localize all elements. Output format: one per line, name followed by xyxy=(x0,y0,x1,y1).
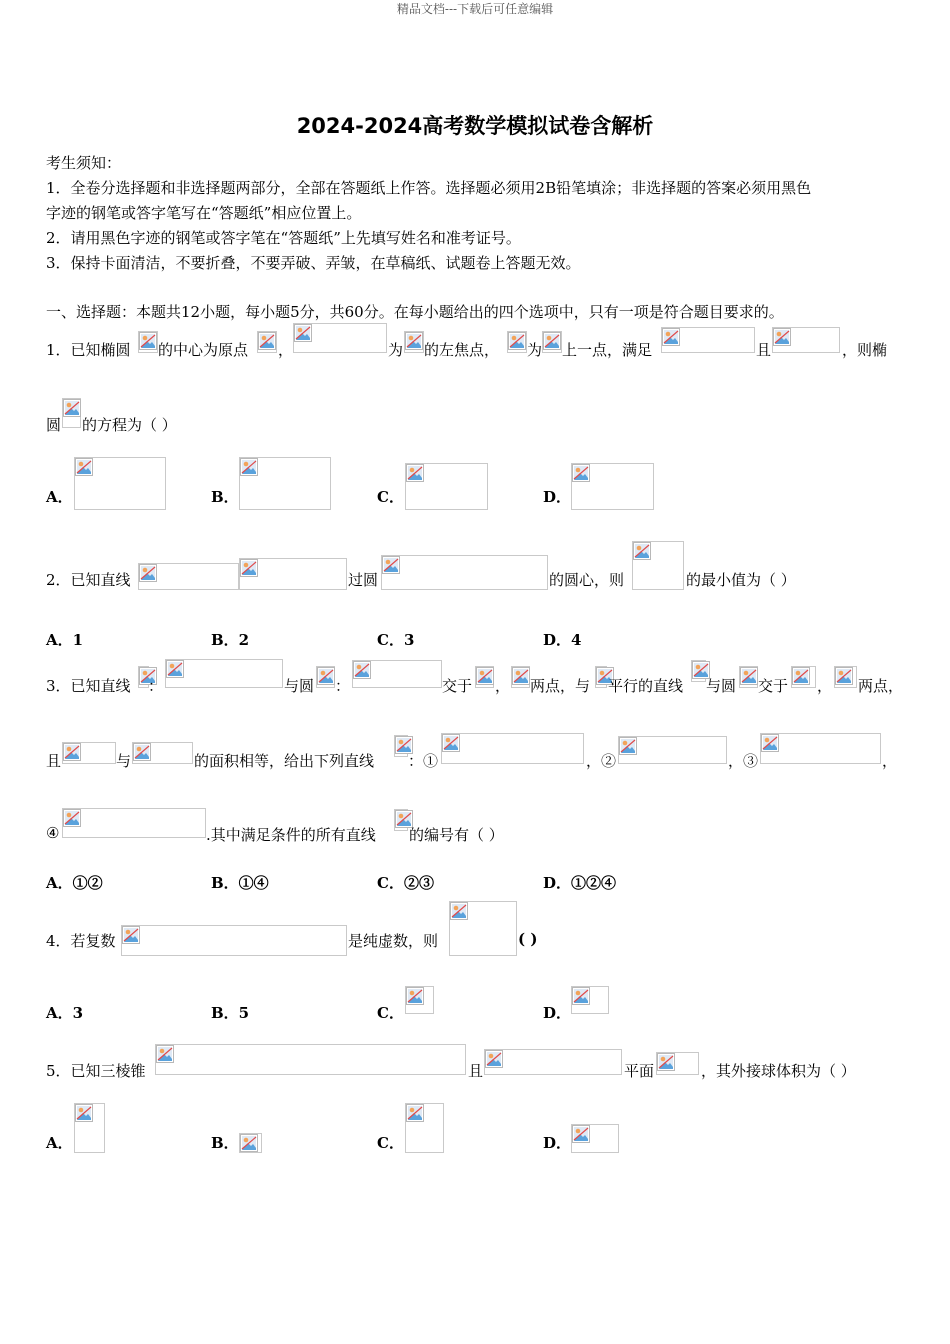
formula-image-icon xyxy=(571,1124,619,1153)
q2-option-a[interactable]: A．1 xyxy=(46,631,84,649)
q3-text: 交于 xyxy=(758,677,789,695)
q1-text: 且 xyxy=(756,341,772,359)
q4-option-d[interactable]: D． xyxy=(543,1004,572,1022)
formula-image-icon xyxy=(632,541,684,590)
formula-image-icon xyxy=(571,986,609,1014)
q1-text: 的中心为原点 xyxy=(158,341,249,359)
notice-heading: 考生须知： xyxy=(46,154,122,172)
formula-image-icon xyxy=(661,327,755,353)
formula-image-icon xyxy=(834,666,857,688)
formula-image-icon xyxy=(381,555,548,590)
formula-image-icon xyxy=(165,659,283,688)
q2-text: 过圆 xyxy=(348,571,379,589)
formula-image-icon xyxy=(239,457,331,510)
formula-image-icon xyxy=(138,563,239,590)
q3-text: 与圆 xyxy=(706,677,737,695)
formula-image-icon xyxy=(571,463,654,510)
q4-option-c[interactable]: C． xyxy=(377,1004,404,1022)
q4-option-b[interactable]: B．5 xyxy=(211,1004,250,1022)
q3-option-a[interactable]: A．①② xyxy=(46,874,103,892)
formula-image-icon xyxy=(155,1044,466,1075)
formula-image-icon xyxy=(132,742,193,764)
formula-image-icon xyxy=(656,1052,699,1075)
q1-text: 为 xyxy=(388,341,404,359)
q1-text: 为 xyxy=(527,341,543,359)
q3-text: ：① xyxy=(408,752,439,770)
formula-image-icon xyxy=(394,735,408,757)
q5-option-c[interactable]: C． xyxy=(377,1134,404,1152)
formula-image-icon xyxy=(449,901,517,956)
formula-image-icon xyxy=(791,666,816,688)
q3-text: ④ xyxy=(46,824,60,842)
q3-text: ： xyxy=(148,677,164,695)
q4-text: 4．若复数 xyxy=(46,932,116,950)
q5-option-d[interactable]: D． xyxy=(543,1134,572,1152)
formula-image-icon xyxy=(760,733,881,764)
formula-image-icon xyxy=(484,1049,622,1075)
q1-option-d[interactable]: D． xyxy=(543,488,572,506)
formula-image-icon xyxy=(595,666,607,688)
q5-option-a[interactable]: A． xyxy=(46,1134,73,1152)
formula-image-icon xyxy=(121,925,347,956)
formula-image-icon xyxy=(772,327,840,353)
formula-image-icon xyxy=(62,742,116,764)
notice-item: 2．请用黑色字迹的钢笔或答字笔在“答题纸”上先填写姓名和准考证号。 xyxy=(46,229,521,247)
q1-text: 的左焦点， xyxy=(424,341,500,359)
formula-image-icon xyxy=(293,323,387,353)
q4-text: 是纯虚数，则 xyxy=(348,932,439,950)
q2-text: 的最小值为（ ） xyxy=(686,571,796,589)
q3-text: 两点， xyxy=(858,677,904,695)
notice-item: 字迹的钢笔或答字笔写在“答题纸”相应位置上。 xyxy=(46,204,362,222)
section-heading: 一、选择题：本题共12小题，每小题5分，共60分。在每小题给出的四个选项中，只有一项是符合题目要求的。 xyxy=(46,303,784,321)
page-title: 2024-2024高考数学模拟试卷含解析 xyxy=(296,114,654,138)
formula-image-icon xyxy=(542,331,562,353)
q3-text: 两点，与 xyxy=(530,677,591,695)
q1-text: ，则椭 xyxy=(842,341,888,359)
q1-option-b[interactable]: B． xyxy=(211,488,239,506)
q5-text: 5．已知三棱锥 xyxy=(46,1062,146,1080)
q2-text: 2．已知直线 xyxy=(46,571,131,589)
formula-image-icon xyxy=(352,660,442,688)
q3-text: 的面积相等，给出下列直线 xyxy=(194,752,375,770)
q5-option-b[interactable]: B． xyxy=(211,1134,239,1152)
q2-option-c[interactable]: C．3 xyxy=(377,631,415,649)
q1-option-c[interactable]: C． xyxy=(377,488,404,506)
q3-text: 与 xyxy=(116,752,132,770)
q1-option-a[interactable]: A． xyxy=(46,488,73,506)
q1-text: 圆 xyxy=(46,416,62,434)
header-note: 精品文档---下载后可任意编辑 xyxy=(396,2,554,16)
formula-image-icon xyxy=(691,660,706,682)
formula-image-icon xyxy=(405,986,434,1014)
formula-image-icon xyxy=(441,733,584,764)
formula-image-icon xyxy=(74,457,166,510)
formula-image-icon xyxy=(316,666,335,688)
q5-text: 平面 xyxy=(624,1062,655,1080)
q1-text: 的方程为（ ） xyxy=(82,416,177,434)
q4-option-a[interactable]: A．3 xyxy=(46,1004,84,1022)
q3-text: ，③ xyxy=(728,752,759,770)
q3-option-b[interactable]: B．①④ xyxy=(211,874,269,892)
q3-text: 且 xyxy=(46,752,62,770)
q3-text: 交于 xyxy=(442,677,473,695)
formula-image-icon xyxy=(405,463,488,510)
q2-option-b[interactable]: B．2 xyxy=(211,631,250,649)
q3-text: ： xyxy=(335,677,351,695)
formula-image-icon xyxy=(404,331,424,353)
formula-image-icon xyxy=(618,736,727,764)
formula-image-icon xyxy=(511,666,530,688)
q3-option-d[interactable]: D．①②④ xyxy=(543,874,617,892)
formula-image-icon xyxy=(239,1133,262,1153)
q1-text: 上一点，满足 xyxy=(562,341,653,359)
formula-image-icon xyxy=(394,809,408,831)
formula-image-icon xyxy=(257,331,277,353)
q5-text: 且 xyxy=(468,1062,484,1080)
q3-option-c[interactable]: C．②③ xyxy=(377,874,434,892)
formula-image-icon xyxy=(62,808,206,838)
q3-text: .其中满足条件的所有直线 xyxy=(206,826,376,844)
q3-text: 的编号有（ ） xyxy=(409,826,504,844)
q3-text: ， xyxy=(882,752,898,770)
formula-image-icon xyxy=(74,1103,105,1153)
formula-image-icon xyxy=(138,331,158,353)
q3-text: ， xyxy=(817,677,833,695)
formula-image-icon xyxy=(507,331,527,353)
formula-image-icon xyxy=(475,666,494,688)
q3-text: 与圆 xyxy=(284,677,315,695)
q1-text: 1．已知椭圆 xyxy=(46,341,131,359)
formula-image-icon xyxy=(239,558,347,590)
q3-text: ，② xyxy=(586,752,617,770)
q3-text: ， xyxy=(495,677,511,695)
formula-image-icon xyxy=(739,666,758,688)
q3-text: 3．已知直线 xyxy=(46,677,131,695)
q2-text: 的圆心，则 xyxy=(549,571,625,589)
q5-text: ，其外接球体积为（ ） xyxy=(701,1062,856,1080)
q3-text: 平行的直线 xyxy=(608,677,684,695)
notice-item: 3．保持卡面清洁，不要折叠，不要弄破、弄皱，在草稿纸、试题卷上答题无效。 xyxy=(46,254,581,272)
q4-text: ( ) xyxy=(518,930,538,948)
formula-image-icon xyxy=(62,398,81,428)
notice-item: 1．全卷分选择题和非选择题两部分，全部在答题纸上作答。选择题必须用2B铅笔填涂；非选择题的答案必须用黑色 xyxy=(46,179,812,197)
q1-text: ， xyxy=(278,341,294,359)
q2-option-d[interactable]: D．4 xyxy=(543,631,582,649)
formula-image-icon xyxy=(405,1103,444,1153)
